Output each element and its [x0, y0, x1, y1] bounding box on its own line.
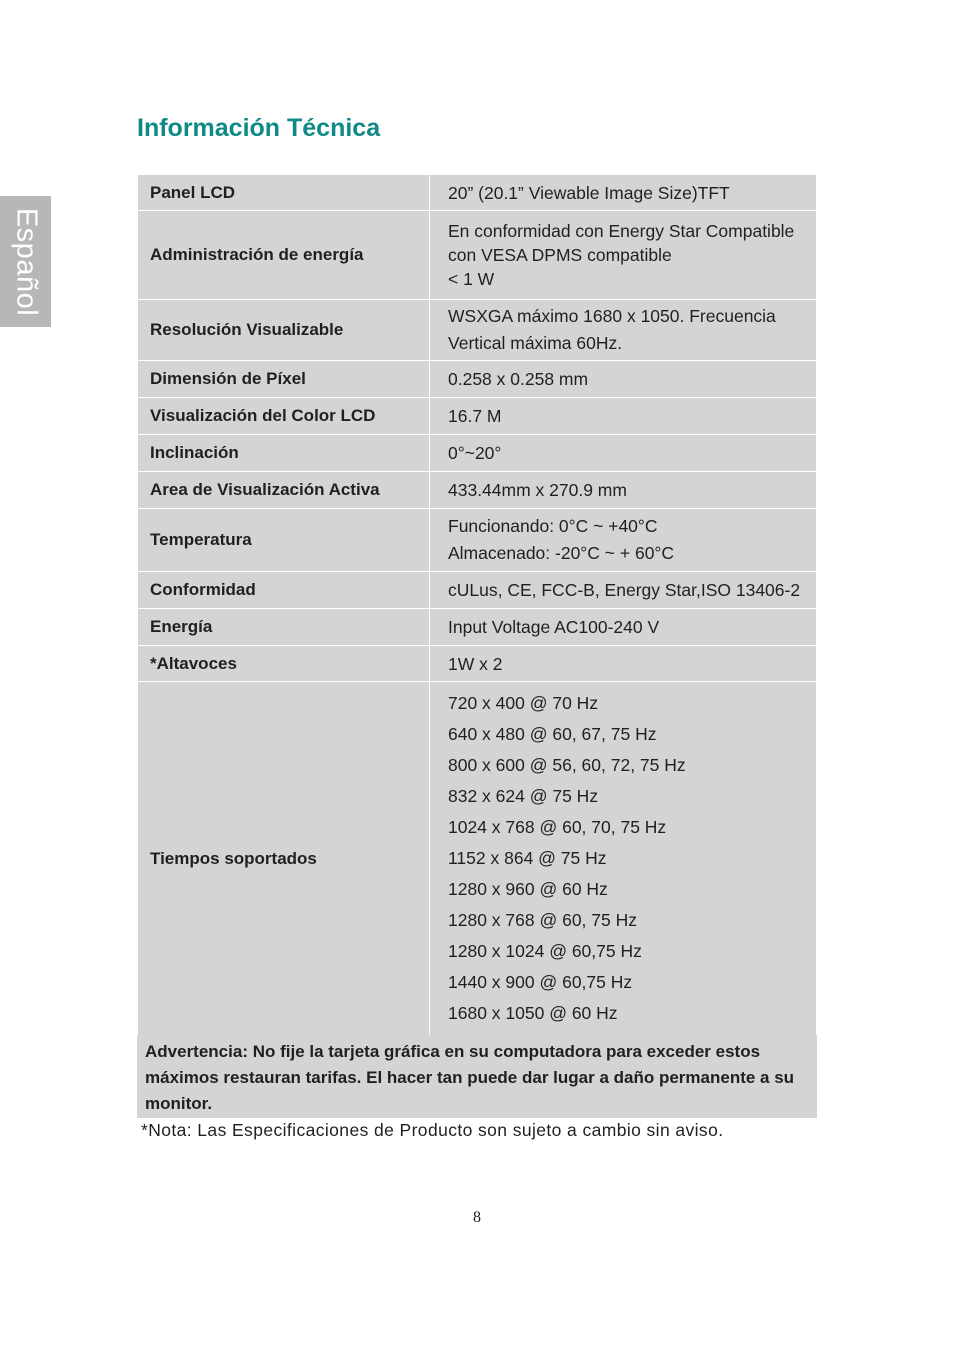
table-row [138, 175, 817, 211]
table-row [138, 682, 817, 1036]
spec-value-line: con VESA DPMS compatible [448, 245, 672, 265]
spec-label: Temperatura [138, 509, 430, 572]
spec-value [430, 398, 817, 435]
spec-value [430, 472, 817, 509]
warning-box: Advertencia: No fije la tarjeta gráfica en su computadora para exceder estos máximos restauran tarifas. El hacer tan puede dar lugar a daño permanente a su monitor. [137, 1035, 817, 1118]
spec-label: Conformidad [138, 572, 430, 609]
page-number: 8 [473, 1209, 481, 1226]
spec-value-line: 1W x 2 [448, 653, 503, 674]
spec-label: Dimensión de Píxel [138, 361, 430, 398]
spec-label: Administración de energía [138, 211, 430, 300]
spec-value-line: WSXGA máximo 1680 x 1050. Frecuencia [448, 306, 776, 326]
spec-value-line: 0°~20° [448, 443, 502, 463]
page-title: Información Técnica [137, 114, 381, 142]
spec-value-line: 1152 x 864 @ 75 Hz [448, 848, 607, 868]
spec-table [137, 174, 817, 1036]
spec-value-line: Input Voltage AC100-240 V [448, 617, 660, 637]
table-row [138, 646, 817, 682]
spec-value [430, 682, 817, 1036]
table-row [138, 609, 817, 646]
spec-label: Energía [138, 609, 430, 646]
table-row [138, 211, 817, 300]
footnote: *Nota: Las Especificaciones de Producto son sujeto a cambio sin aviso. [141, 1120, 724, 1140]
spec-label: Area de Visualización Activa [138, 472, 430, 509]
spec-value-line: 1280 x 960 @ 60 Hz [448, 879, 608, 899]
spec-value [430, 175, 817, 211]
spec-value-line: 1680 x 1050 @ 60 Hz [448, 1003, 618, 1023]
spec-value-line: 16.7 M [448, 406, 502, 426]
spec-value [430, 509, 817, 572]
spec-value-line: 1440 x 900 @ 60,75 Hz [448, 972, 633, 992]
spec-value-line: 800 x 600 @ 56, 60, 72, 75 Hz [448, 755, 686, 775]
spec-value-line: 0.258 x 0.258 mm [448, 369, 589, 389]
language-tab-label: Español [10, 207, 42, 316]
spec-value-line: En conformidad con Energy Star Compatible [448, 221, 795, 241]
spec-label: Tiempos soportados [138, 682, 430, 1036]
spec-label: Panel LCD [138, 175, 430, 211]
spec-label: Resolución Visualizable [138, 300, 430, 361]
spec-value-line: cULus, CE, FCC-B, Energy Star,ISO 13406-2 [448, 580, 801, 600]
spec-value [430, 572, 817, 609]
spec-label: *Altavoces [138, 646, 430, 682]
table-row [138, 361, 817, 398]
spec-value [430, 361, 817, 398]
spec-label: Inclinación [138, 435, 430, 472]
table-row [138, 472, 817, 509]
spec-value [430, 211, 817, 300]
spec-value-line: 1280 x 768 @ 60, 75 Hz [448, 910, 637, 930]
spec-value [430, 435, 817, 472]
spec-value [430, 609, 817, 646]
spec-value-line: Almacenado: -20°C ~ + 60°C [448, 543, 675, 563]
table-row [138, 300, 817, 361]
table-row [138, 398, 817, 435]
spec-value-line: Funcionando: 0°C ~ +40°C [448, 516, 658, 536]
spec-value-line: < 1 W [448, 269, 495, 289]
spec-value-line: 1024 x 768 @ 60, 70, 75 Hz [448, 817, 667, 837]
spec-value [430, 300, 817, 361]
spec-value-line: 1280 x 1024 @ 60,75 Hz [448, 941, 642, 961]
spec-label: Visualización del Color LCD [138, 398, 430, 435]
table-row [138, 572, 817, 609]
spec-value-line: 20” (20.1” Viewable Image Size)TFT [448, 182, 730, 203]
language-tab [0, 196, 51, 327]
spec-value-line: 640 x 480 @ 60, 67, 75 Hz [448, 724, 657, 744]
spec-value-line: 433.44mm x 270.9 mm [448, 480, 627, 500]
spec-value [430, 646, 817, 682]
spec-value-line: 832 x 624 @ 75 Hz [448, 786, 599, 806]
table-row [138, 509, 817, 572]
table-row [138, 435, 817, 472]
spec-value-line: Vertical máxima 60Hz. [448, 333, 623, 353]
spec-value-line: 720 x 400 @ 70 Hz [448, 693, 599, 713]
